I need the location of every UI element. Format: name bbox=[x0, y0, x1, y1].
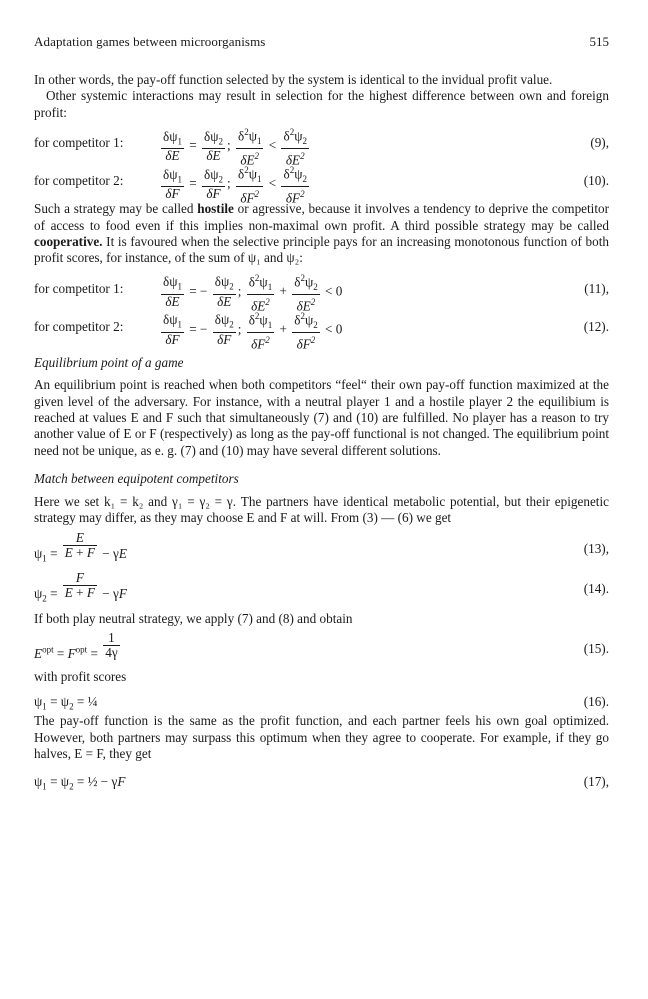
equation-number: (17), bbox=[583, 773, 609, 789]
paragraph-8: The pay-off function is the same as the profit function, and each partner feels his own goal optimized. However, both partners may surpass this optimum when they agree to cooperate. For example, if they go halves, E = F, they get bbox=[34, 713, 609, 762]
term-cooperative: cooperative. bbox=[34, 234, 103, 250]
equation-15: $E^{opt} = F^{opt}$ = $\frac{1}{4\gamma}$ (15). bbox=[34, 629, 609, 662]
equation-number: (9), bbox=[590, 135, 609, 151]
equation-10: for competitor 2: $\frac{\delta\psi_1}{\delta F}$ = $\frac{\delta\psi_2}{\delta F}$ ; $\frac{\delta^2\psi_1}{\delta F^2}$ < $\frac{\delta^2\psi_2}{\delta F^2}$ (10). bbox=[34, 165, 609, 206]
equation-12: for competitor 2: $\frac{\delta\psi_1}{\delta F}$ = − $\frac{\delta\psi_2}{\delta F}$ ; $\frac{\delta^2\psi_1}{\delta F^2}$ + $\frac{\delta^2\psi_2}{\delta F^2}$ < 0 (12). bbox=[34, 310, 609, 352]
running-title: Adaptation games between microorganisms bbox=[34, 34, 266, 49]
paragraph-2: Other systemic interactions may result in selection for the highest difference between own and foreign profit: bbox=[34, 88, 609, 120]
page bbox=[34, 34, 609, 793]
term-hostile: hostile bbox=[197, 201, 234, 217]
paragraph-4: An equilibrium point is reached when both competitors “feel“ their own pay-off function maximized at the given level of the adversary. For instance, with a neutral player 1 and a hostile player 2 the equilibium is reached at values E and F such that simultaneously (7) and (10) are fulfilled. No player has a reason to try another value of E or F (respectively) as long as the pay-off functional is not changed. The equilibrium point need not be unique, as e. g. (7) and (10) may have several different solutions. bbox=[34, 377, 609, 458]
paragraph-5: Here we set k₁ = k₂ and γ₁ = γ₂ = γ. The partners have identical metabolic potential, but their epigenetic strategy may differ, as they may choose E and F at will. From (3) — (6) we get bbox=[34, 493, 609, 526]
equation-11: for competitor 1: $\frac{\delta\psi_1}{\delta E}$ = − $\frac{\delta\psi_2}{\delta E}$ ; $\frac{\delta^2\psi_1}{\delta E^2}$ + $\frac{\delta^2\psi_2}{\delta E^2}$ < 0 (11), bbox=[34, 272, 609, 314]
equation-9: for competitor 1: $\frac{\delta\psi_1}{\delta E}$ = $\frac{\delta\psi_2}{\delta E}$ ; $\frac{\delta^2\psi_1}{\delta E^2}$ < $\frac{\delta^2\psi_2}{\delta E^2}$ (9), bbox=[34, 127, 609, 168]
equation-14: $\psi_2$ = $\frac{F}{E + F}$ − γF (14). bbox=[34, 569, 609, 604]
equation-17: $\psi_1 = \psi_2$ = ½ − γF (17), bbox=[34, 773, 609, 792]
equation-16: $\psi_1 = \psi_2$ = ¼ (16). bbox=[34, 694, 609, 712]
paragraph-3: Such a strategy may be called hostile or agressive, because it involves a tendency to deprive the competitor of access to food even if this implies non-maximal own profit. A third possible strategy may be called cooperative. It is favoured when the selective principle pays for an increasing monotonous function of both profit scores, for instance, of the sum of ψ₁ and ψ₂: bbox=[34, 201, 609, 266]
equation-number: (15). bbox=[583, 640, 609, 656]
paragraph-1: In other words, the pay-off function selected by the system is identical to the invidual profit value. bbox=[34, 72, 553, 87]
equation-13: $\psi_1$ = $\frac{E}{E + F}$ − γE (13), bbox=[34, 529, 609, 564]
equation-number: (13), bbox=[583, 540, 609, 556]
section-heading-match: Match between equipotent competitors bbox=[34, 471, 239, 487]
equation-number: (10). bbox=[583, 173, 609, 189]
equation-number: (12). bbox=[583, 318, 609, 334]
equation-number: (14). bbox=[583, 580, 609, 596]
paragraph-7: with profit scores bbox=[34, 668, 127, 684]
equation-number: (11), bbox=[584, 280, 609, 296]
page-number: 515 bbox=[589, 34, 609, 49]
paragraph-6: If both play neutral strategy, we apply (7) and (8) and obtain bbox=[34, 610, 353, 626]
running-header bbox=[34, 34, 609, 50]
section-heading-equilibrium: Equilibrium point of a game bbox=[34, 354, 184, 370]
equation-number: (16). bbox=[583, 694, 609, 710]
